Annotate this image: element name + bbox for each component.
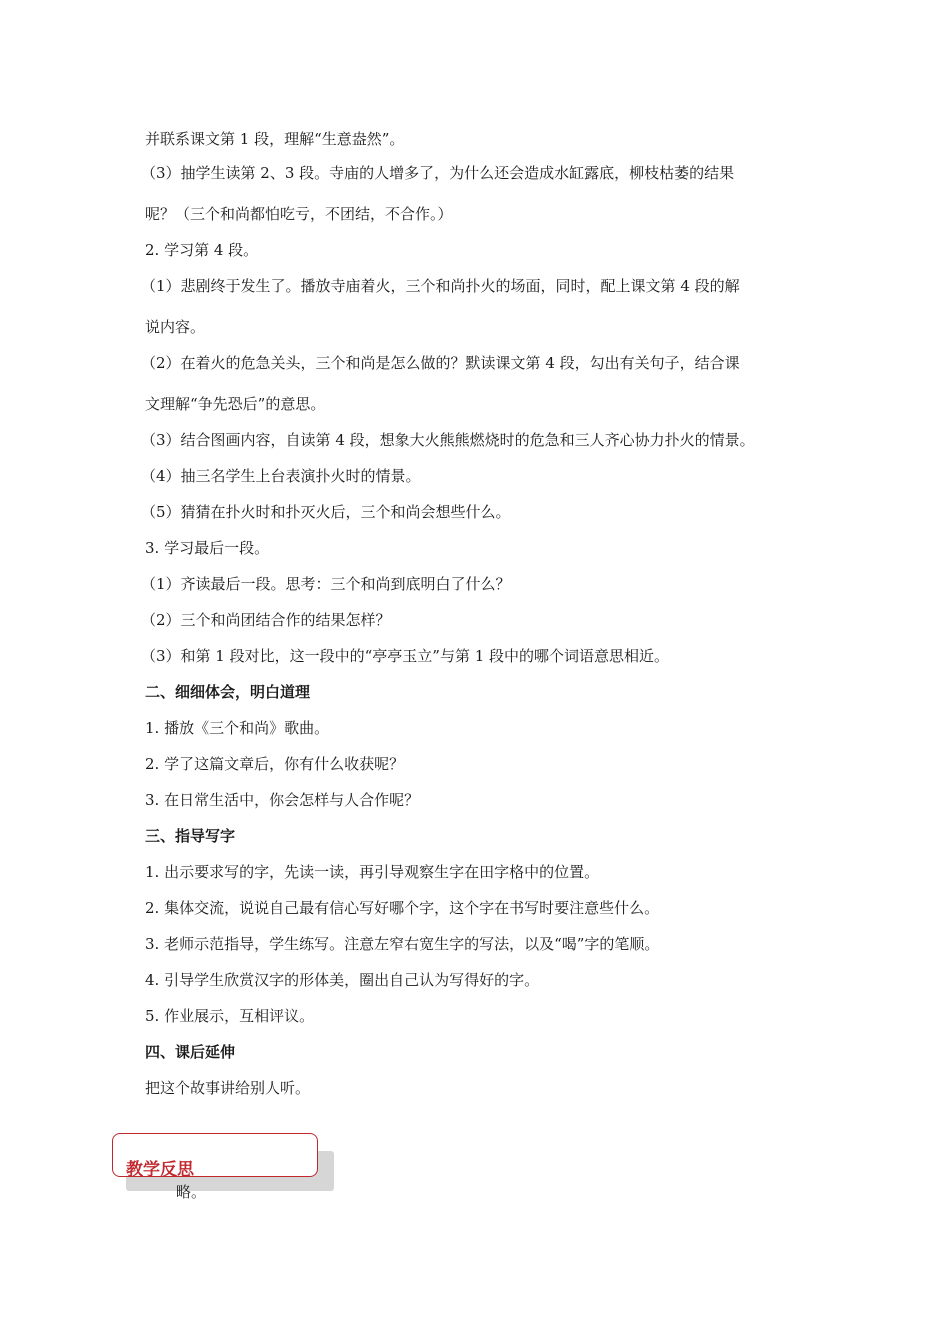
paragraph-line: 把这个故事讲给别人听。 bbox=[145, 1079, 311, 1097]
section-heading: 四、课后延伸 bbox=[145, 1043, 236, 1061]
paragraph-line: （3）和第 1 段对比，这一段中的“亭亭玉立”与第 1 段中的哪个词语意思相近。 bbox=[141, 647, 670, 665]
paragraph-line: （3）结合图画内容，自读第 4 段，想象大火熊熊燃烧时的危急和三人齐心协力扑火的情景。 bbox=[141, 431, 755, 449]
reflection-text: 略。 bbox=[176, 1183, 207, 1201]
paragraph-line: 3. 学习最后一段。 bbox=[145, 539, 270, 557]
paragraph-line: （3）抽学生读第 2、3 段。寺庙的人增多了，为什么还会造成水缸露底，柳枝枯萎的结果 bbox=[141, 164, 735, 182]
paragraph-line: 1. 出示要求写的字，先读一读，再引导观察生字在田字格中的位置。 bbox=[145, 863, 600, 881]
paragraph-line: 2. 学习第 4 段。 bbox=[145, 241, 259, 259]
paragraph-line: 1. 播放《三个和尚》歌曲。 bbox=[145, 719, 330, 737]
paragraph-line: 3. 老师示范指导，学生练写。注意左窄右宽生字的写法，以及“喝”字的笔顺。 bbox=[145, 935, 660, 953]
paragraph-line: 说内容。 bbox=[145, 318, 206, 336]
paragraph-line: 5. 作业展示，互相评议。 bbox=[145, 1007, 315, 1025]
paragraph-line: 4. 引导学生欣赏汉字的形体美，圈出自己认为写得好的字。 bbox=[145, 971, 540, 989]
paragraph-line: （1）悲剧终于发生了。播放寺庙着火，三个和尚扑火的场面，同时，配上课文第 4 段的解 bbox=[141, 277, 740, 295]
paragraph-line: （4）抽三名学生上台表演扑火时的情景。 bbox=[141, 467, 421, 485]
paragraph-line: 呢？（三个和尚都怕吃亏，不团结，不合作。） bbox=[145, 205, 453, 223]
paragraph-line: 3. 在日常生活中，你会怎样与人合作呢？ bbox=[145, 791, 420, 809]
paragraph-line: （1）齐读最后一段。思考：三个和尚到底明白了什么？ bbox=[141, 575, 511, 593]
section-heading: 二、细细体会，明白道理 bbox=[145, 683, 311, 701]
reflection-badge bbox=[112, 1133, 336, 1193]
section-heading: 三、指导写字 bbox=[145, 827, 236, 845]
paragraph-line: 2. 集体交流，说说自己最有信心写好哪个字，这个字在书写时要注意些什么。 bbox=[145, 899, 660, 917]
paragraph-line: （5）猜猜在扑火时和扑灭火后，三个和尚会想些什么。 bbox=[141, 503, 511, 521]
reflection-title: 教学反思 bbox=[126, 1160, 194, 1180]
paragraph-line: 文理解“争先恐后”的意思。 bbox=[145, 395, 326, 413]
paragraph-line: （2）三个和尚团结合作的结果怎样？ bbox=[141, 611, 391, 629]
paragraph-line: 并联系课文第 1 段，理解“生意盎然”。 bbox=[145, 130, 405, 148]
paragraph-line: （2）在着火的危急关头，三个和尚是怎么做的？默读课文第 4 段，勾出有关句子，结合课 bbox=[141, 354, 740, 372]
paragraph-line: 2. 学了这篇文章后，你有什么收获呢？ bbox=[145, 755, 405, 773]
